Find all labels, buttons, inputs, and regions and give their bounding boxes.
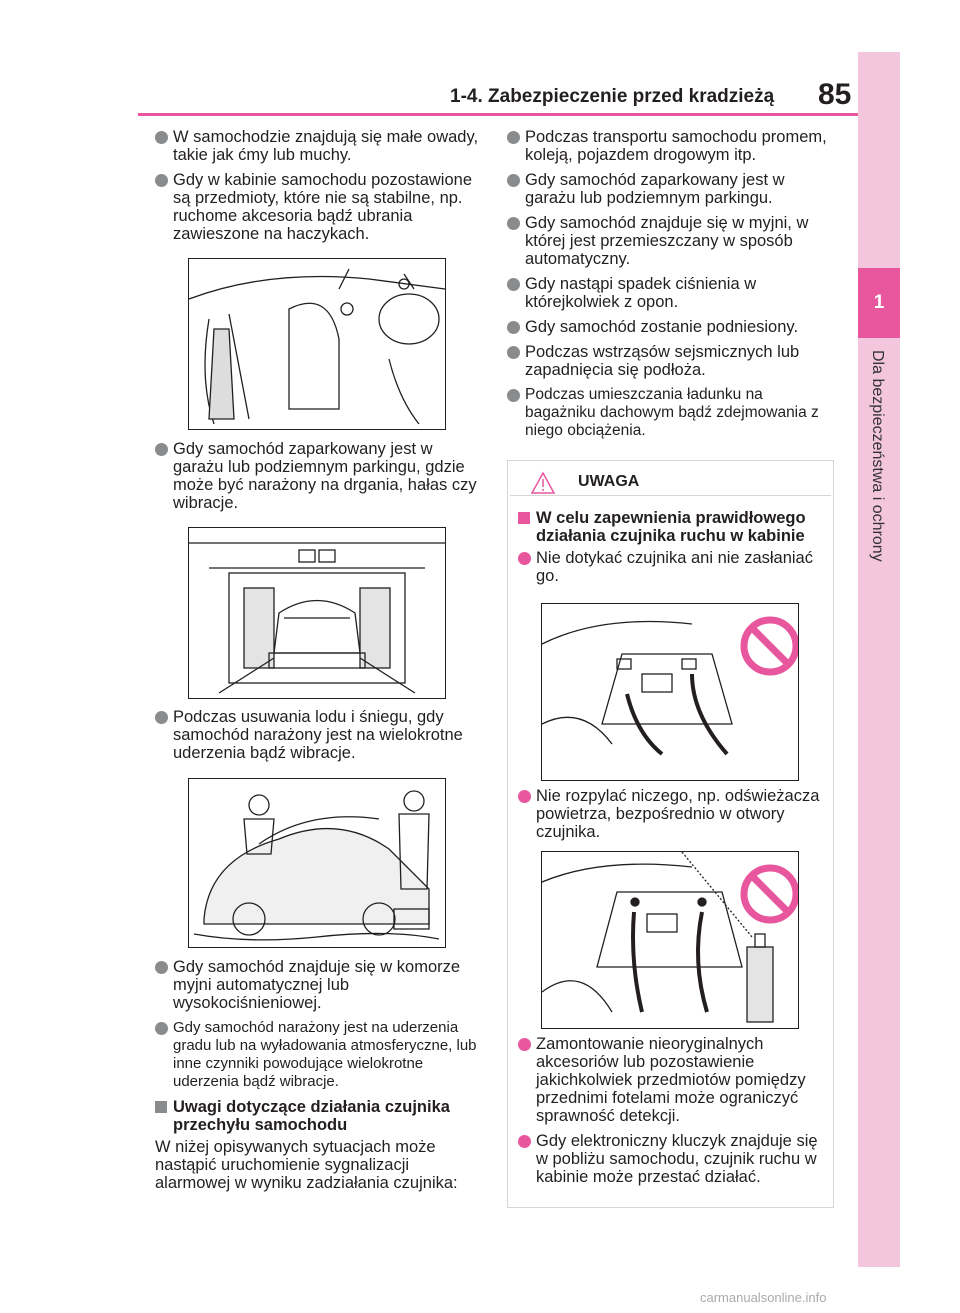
paragraph: W niżej opisywanych sytuacjach może nastąpić uruchomienie sygnalizacji alarmowej w wyniku zadziałania czujnika: bbox=[155, 1138, 458, 1192]
bullet-icon bbox=[507, 174, 520, 187]
list-item: Podczas transportu samochodu promem, koleją, pojazdem drogowym itp. bbox=[507, 128, 832, 164]
list-item: Nie rozpylać niczego, np. odświeżacza powietrza, bezpośrednio w otwory czujnika. bbox=[518, 787, 823, 841]
warning-content bbox=[518, 509, 823, 592]
bullet-icon bbox=[155, 443, 168, 456]
list-item: Podczas wstrząsów sejsmicznych lub zapadnięcia się podłoża. bbox=[507, 343, 832, 379]
warning-title: UWAGA bbox=[578, 473, 640, 490]
page-number: 85 bbox=[818, 78, 852, 111]
car-wash-garage-illustration bbox=[188, 527, 446, 699]
spray-prohibited-illustration bbox=[541, 851, 799, 1029]
list-item: Podczas usuwania lodu i śniegu, gdy samochód narażony jest na wielokrotne uderzenia bądź wibracje. bbox=[155, 708, 480, 762]
square-bullet-icon bbox=[155, 1101, 167, 1113]
list-item: Zamontowanie nieoryginalnych akcesoriów lub pozostawienie jakichkolwiek przedmiotów pomiędzy przednimi fotelami może ograniczyć sprawność detekcji. bbox=[518, 1035, 823, 1125]
side-tab bbox=[858, 52, 900, 1267]
bullet-icon bbox=[507, 278, 520, 291]
bullet-icon bbox=[155, 174, 168, 187]
section-title: 1-4. Zabezpieczenie przed kradzieżą bbox=[450, 86, 775, 107]
list-item: Gdy samochód znajduje się w myjni, w której jest przemieszczany w sposób automatyczny. bbox=[507, 214, 832, 268]
warning-content-3 bbox=[518, 1035, 823, 1193]
list-item: Gdy elektroniczny kluczyk znajduje się w pobliżu samochodu, czujnik ruchu w kabinie może przestać działać. bbox=[518, 1132, 823, 1186]
list-item: Podczas umieszczania ładunku na bagażniku dachowym bądź zdejmowania z niego obciążenia. bbox=[507, 386, 832, 440]
bullet-icon bbox=[155, 131, 168, 144]
list-item: Gdy samochód zaparkowany jest w garażu lub podziemnym parkingu. bbox=[507, 171, 832, 207]
right-column bbox=[507, 128, 832, 447]
left-column-top bbox=[155, 128, 480, 250]
list-item: W samochodzie znajdują się małe owady, takie jak ćmy lub muchy. bbox=[155, 128, 480, 164]
bullet-icon bbox=[507, 131, 520, 144]
bullet-icon bbox=[518, 552, 531, 565]
list-item: Gdy samochód zaparkowany jest w garażu lub podziemnym parkingu, gdzie może być narażony na drgania, hałas czy wibracje. bbox=[155, 440, 480, 512]
section-heading: Uwagi dotyczące działania czujnika przechyłu samochodu bbox=[155, 1098, 480, 1134]
left-column-bottom bbox=[155, 958, 480, 1192]
list-item: Nie dotykać czujnika ani nie zasłaniać go. bbox=[518, 549, 823, 585]
bullet-icon bbox=[507, 346, 520, 359]
bullet-icon bbox=[155, 961, 168, 974]
warning-triangle-icon bbox=[530, 471, 556, 495]
side-tab-label: Dla bezpieczeństwa i ochrony bbox=[869, 350, 886, 562]
list-item: Gdy samochód znajduje się w komorze myjni automatycznej lub wysokociśnieniowej. bbox=[155, 958, 480, 1012]
bullet-icon bbox=[507, 321, 520, 334]
list-item: Gdy nastąpi spadek ciśnienia w którejkolwiek z opon. bbox=[507, 275, 832, 311]
side-tab-number: 1 bbox=[858, 268, 900, 338]
bullet-icon bbox=[518, 790, 531, 803]
warning-content-2 bbox=[518, 787, 823, 848]
warning-heading: W celu zapewnienia prawidłowego działania czujnika ruchu w kabinie bbox=[518, 509, 823, 545]
bullet-icon bbox=[507, 217, 520, 230]
warning-box bbox=[507, 460, 834, 1208]
list-item: Gdy samochód zostanie podniesiony. bbox=[507, 318, 832, 336]
list-item: Gdy w kabinie samochodu pozostawione są przedmioty, które nie są stabilne, np. ruchome akcesoria bądź ubrania zawieszone na haczykach. bbox=[155, 171, 480, 243]
list-item: Gdy samochód narażony jest na uderzenia gradu lub na wyładowania atmosferyczne, lub inne czynniki powodujące wielokrotne uderzenia bądź wibracje. bbox=[155, 1019, 480, 1091]
snow-removal-illustration bbox=[188, 778, 446, 948]
bullet-icon bbox=[518, 1135, 531, 1148]
watermark: carmanualsonline.info bbox=[700, 1290, 827, 1305]
bullet-icon bbox=[518, 1038, 531, 1051]
header-rule bbox=[138, 113, 860, 116]
bullet-icon bbox=[507, 389, 520, 402]
left-column-mid bbox=[155, 440, 480, 519]
square-bullet-icon bbox=[518, 512, 530, 524]
sensor-touch-prohibited-illustration bbox=[541, 603, 799, 781]
cabin-hanging-clothes-illustration bbox=[188, 258, 446, 430]
bullet-icon bbox=[155, 1022, 168, 1035]
divider bbox=[510, 495, 831, 496]
left-column-mid2 bbox=[155, 708, 480, 769]
bullet-icon bbox=[155, 711, 168, 724]
